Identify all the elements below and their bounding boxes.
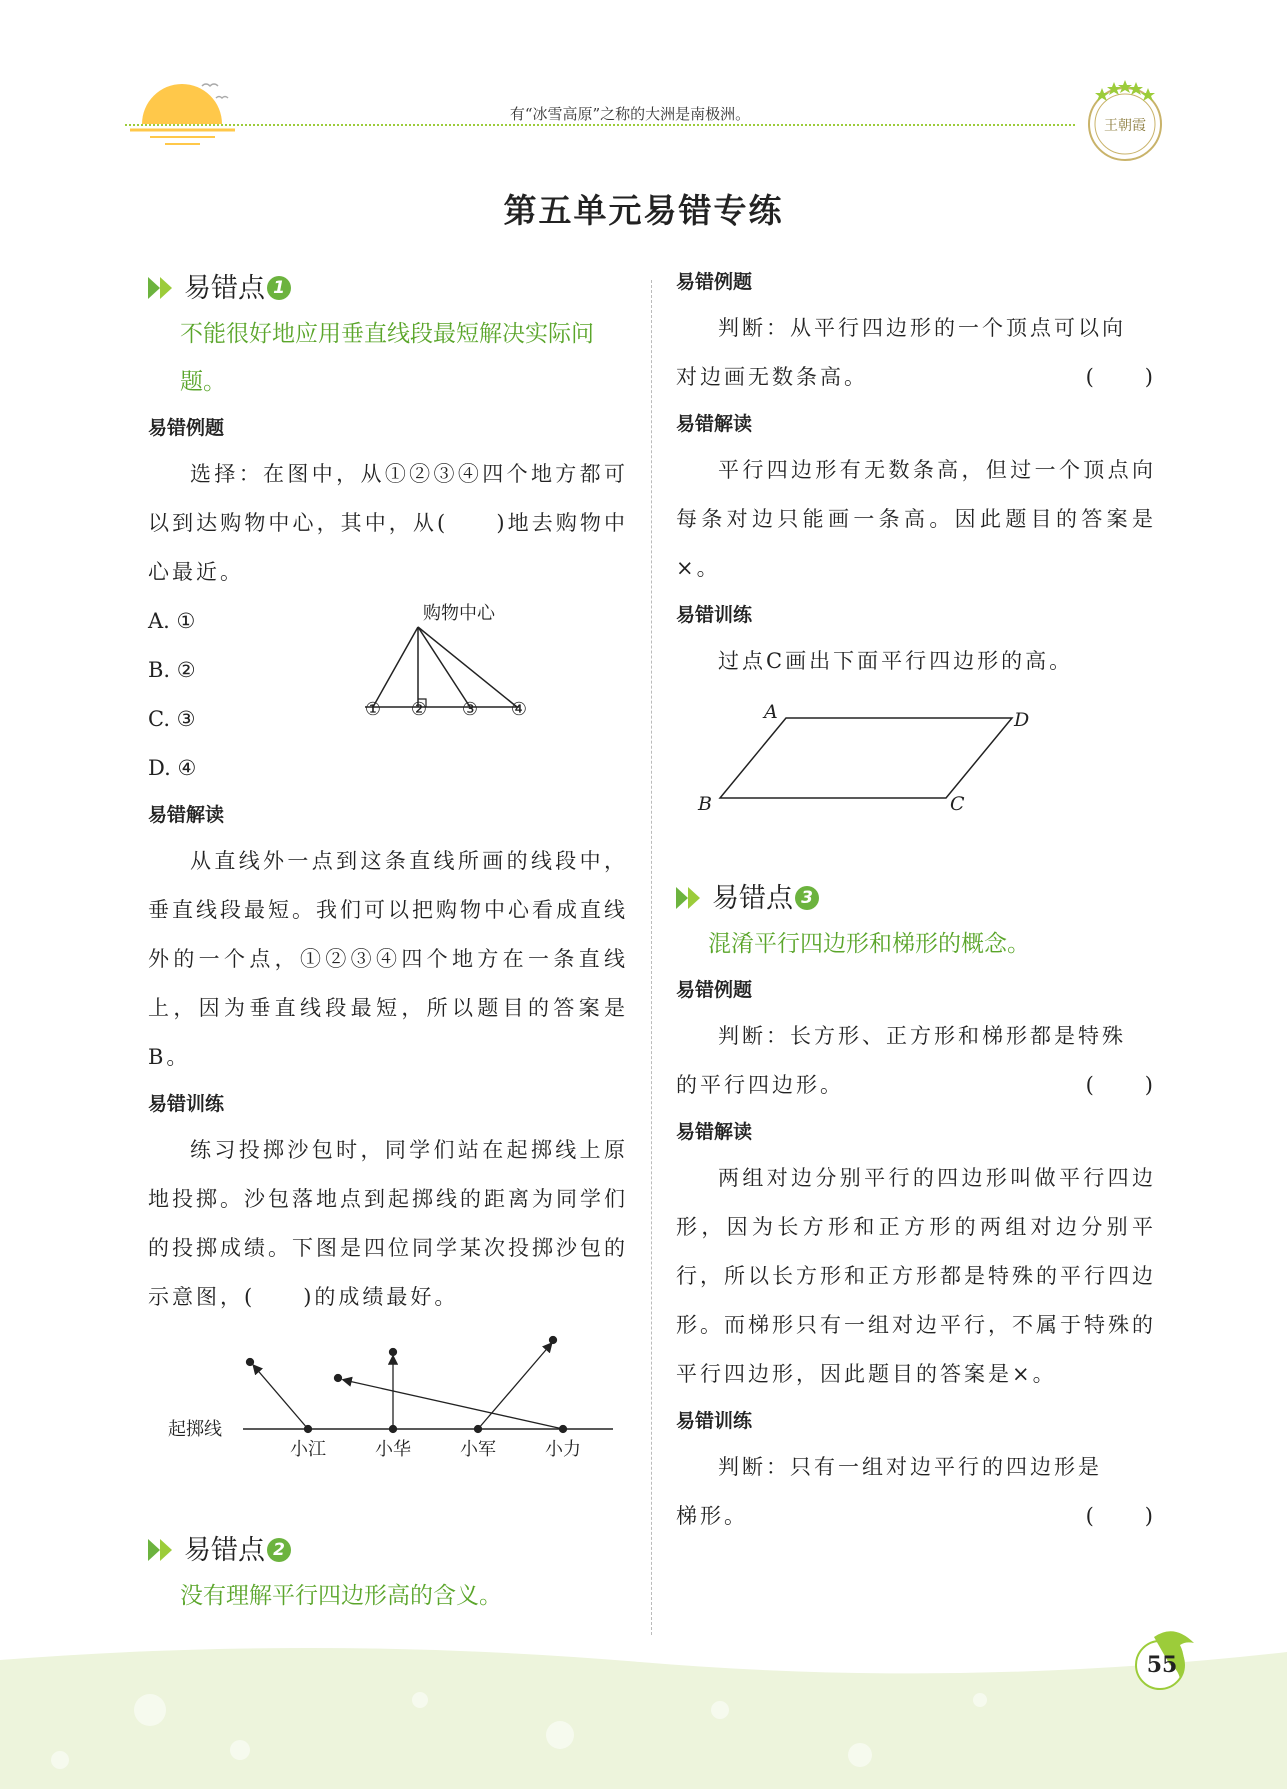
option-a: A. ① (148, 609, 196, 633)
error-point-2-desc: 没有理解平行四边形高的含义。 (180, 1583, 502, 1609)
explain-text: 平行四边形有无数条高，但过一个顶点向每条对边只能画一条高。因此题目的答案是×。 (676, 458, 1156, 580)
error-point-label: 易错点 (712, 882, 793, 914)
vertex-a: A (764, 701, 778, 723)
point-4-label: ④ (510, 699, 528, 720)
double-arrow-icon (148, 277, 178, 299)
figure-top-label: 购物中心 (423, 603, 495, 624)
sun-icon (130, 70, 240, 150)
training-text: 过点C画出下面平行四边形的高。 (718, 649, 1074, 673)
training-text-2: 梯形。 (676, 1504, 748, 1528)
parallelogram-figure (676, 686, 1156, 826)
explain-heading: 易错解读 (676, 1121, 753, 1143)
shopping-center-figure (363, 597, 573, 747)
training-text-line1: 判断：只有一组对边平行的四边形是 (718, 1455, 1102, 1479)
throwing-figure (148, 1322, 618, 1472)
header-divider (125, 124, 1075, 126)
error-point-3-heading (676, 876, 1156, 920)
explain-heading: 易错解读 (676, 413, 753, 435)
explain-heading: 易错解读 (148, 804, 225, 826)
point-number-badge: 2 (267, 1538, 291, 1562)
option-b: B. ② (148, 658, 196, 682)
error-point-label: 易错点 (184, 1534, 265, 1566)
point-2-label: ② (410, 699, 428, 720)
point-3-label: ③ (461, 699, 479, 720)
column-divider (651, 280, 652, 1635)
page-title: 第五单元易错专练 (503, 191, 784, 230)
brand-emblem (1080, 76, 1170, 170)
svg-text:王朝霞: 王朝霞 (1104, 118, 1146, 134)
left-column (148, 266, 628, 1620)
explain-text: 从直线外一点到这条直线所画的线段中，垂直线段最短。我们可以把购物中心看成直线外的一个点，①②③④四个地方在一条直线上，因为垂直线段最短，所以题目的答案是B。 (148, 849, 628, 1069)
vertex-d: D (1014, 709, 1030, 731)
point-number-badge: 3 (795, 886, 819, 910)
example-text-2: 对边画无数条高。 (676, 365, 868, 389)
training-text: 练习投掷沙包时，同学们站在起掷线上原地投掷。沙包落地点到起掷线的距离为同学们的投掷成绩。下图是四位同学某次投掷沙包的示意图，( )的成绩最好。 (148, 1138, 628, 1309)
double-arrow-icon (148, 1539, 178, 1561)
bottom-decor-band (0, 1640, 1287, 1789)
throw-line-label: 起掷线 (168, 1419, 222, 1440)
example-text-line2 (676, 1061, 1156, 1110)
error-point-1-heading (148, 266, 628, 310)
example-text-line1: 判断：长方形、正方形和梯形都是特殊 (718, 1024, 1126, 1048)
header-fact: 有“冰雪高原”之称的大洲是南极洲。 (509, 105, 751, 123)
student-xiaojun: 小军 (460, 1439, 496, 1460)
point-1-label: ① (364, 699, 382, 720)
training-heading: 易错训练 (148, 1093, 225, 1115)
option-c: C. ③ (148, 707, 196, 731)
answer-bracket: ( ) (1085, 1073, 1156, 1097)
error-point-label: 易错点 (184, 272, 265, 304)
vertex-c: C (950, 793, 965, 815)
vertex-b: B (698, 793, 712, 815)
options-and-figure (148, 597, 628, 793)
brand-logo-icon (1080, 76, 1170, 166)
student-xiaojiang: 小江 (290, 1439, 326, 1460)
training-heading: 易错训练 (676, 1410, 753, 1432)
page-number: 55 (1146, 1652, 1178, 1678)
example-heading: 易错例题 (676, 979, 753, 1001)
point-number-badge: 1 (267, 276, 291, 300)
answer-bracket: ( ) (1085, 1504, 1156, 1528)
example-heading: 易错例题 (148, 417, 225, 439)
student-xiaohua: 小华 (375, 1439, 411, 1460)
double-arrow-icon (676, 887, 706, 909)
training-heading: 易错训练 (676, 604, 753, 626)
right-column (676, 266, 1156, 1541)
error-point-2-heading (148, 1528, 628, 1572)
student-xiaoli: 小力 (545, 1439, 581, 1460)
explain-text: 两组对边分别平行的四边形叫做平行四边形，因为长方形和正方形的两组对边分别平行，所以长方形和正方形都是特殊的平行四边形。而梯形只有一组对边平行，不属于特殊的平行四边形，因此题目的答案是×。 (676, 1166, 1156, 1386)
option-d: D. ④ (148, 756, 197, 780)
example-text-line2 (676, 353, 1156, 402)
example-text-line1: 判断：从平行四边形的一个顶点可以向 (718, 316, 1126, 340)
example-text-2: 的平行四边形。 (676, 1073, 844, 1097)
error-point-1-desc: 不能很好地应用垂直线段最短解决实际问题。 (180, 321, 594, 395)
example-text: 选择：在图中，从①②③④四个地方都可以到达购物中心，其中，从( )地去购物中心最近。 (148, 462, 628, 584)
training-text-line2 (676, 1492, 1156, 1541)
error-point-3-desc: 混淆平行四边形和梯形的概念。 (708, 931, 1030, 957)
answer-bracket: ( ) (1085, 365, 1156, 389)
example-heading: 易错例题 (676, 271, 753, 293)
